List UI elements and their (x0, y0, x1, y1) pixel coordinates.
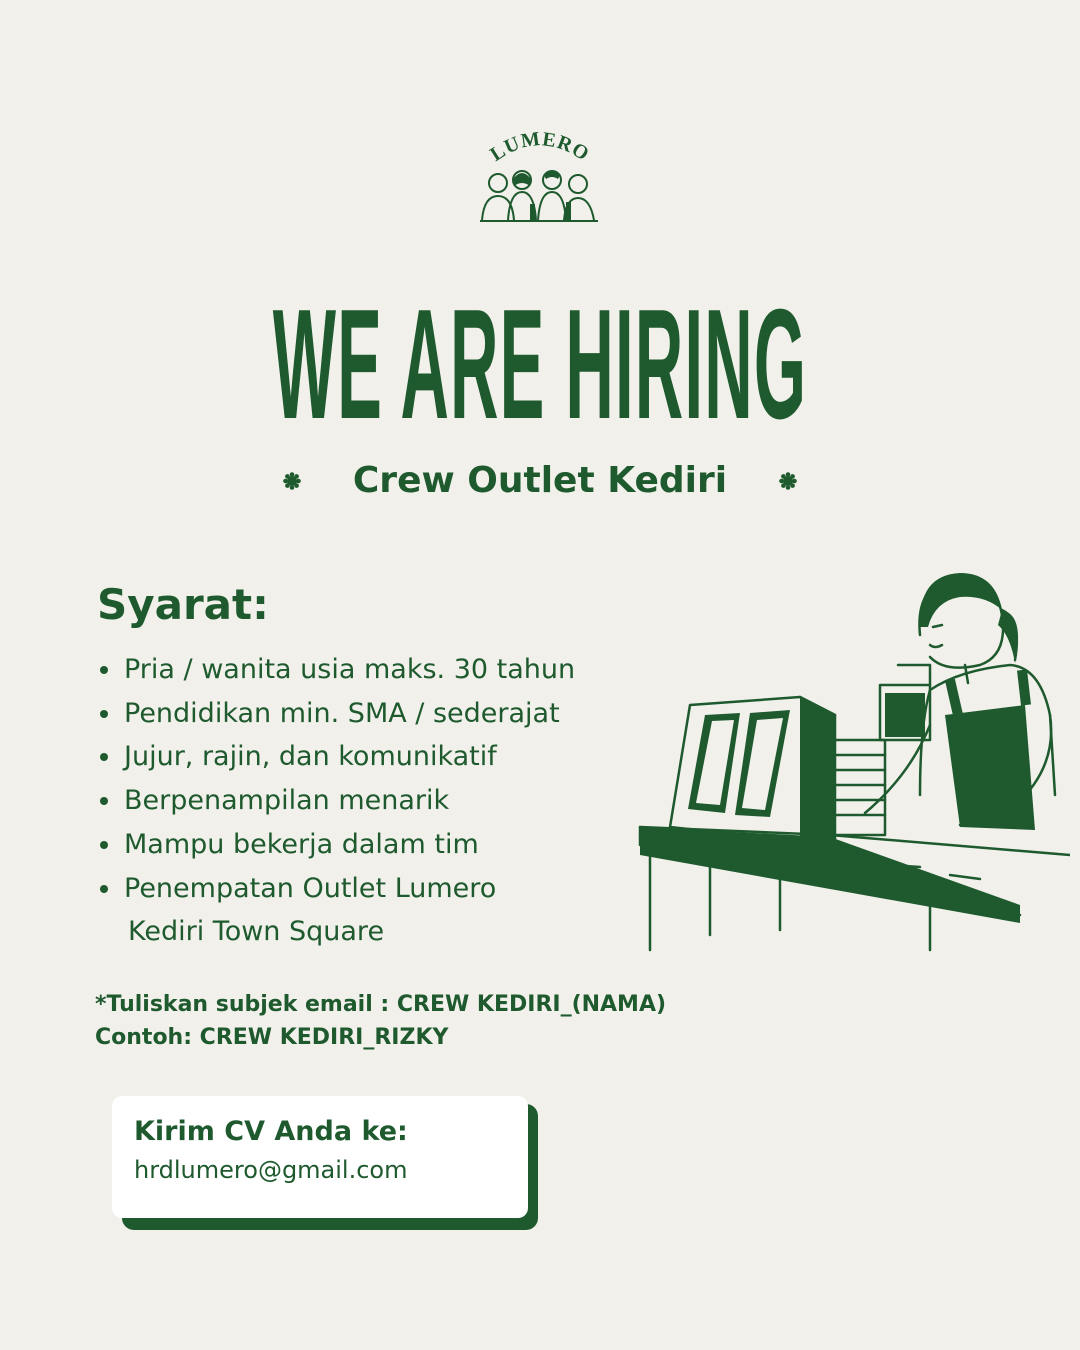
requirement-item-continuation: Kediri Town Square (128, 916, 385, 948)
page-title: WE ARE HIRING (272, 275, 808, 452)
requirement-item: Pendidikan min. SMA / sederajat (100, 692, 575, 736)
position-subtitle: Crew Outlet Kediri (352, 460, 728, 501)
svg-text:LUMERO (486, 128, 593, 166)
note-line-2: Contoh: CREW KEDIRI_RIZKY (95, 1025, 449, 1050)
requirement-item: Berpenampilan menarik (100, 779, 575, 823)
contact-email-link[interactable]: hrdlumero@gmail.com (134, 1156, 408, 1184)
requirements-list (100, 648, 575, 954)
requirement-item: Jujur, rajin, dan komunikatif (100, 735, 575, 779)
requirement-item: Mampu bekerja dalam tim (100, 823, 575, 867)
requirement-item: Pria / wanita usia maks. 30 tahun (100, 648, 575, 692)
contact-card (112, 1096, 528, 1218)
requirements-heading: Syarat: (97, 580, 269, 629)
barista-illustration-icon (630, 565, 1070, 960)
flower-bullet-icon (779, 472, 797, 490)
lumero-logo-icon (470, 128, 610, 228)
note-line-1: *Tuliskan subjek email : CREW KEDIRI_(NAMA) (95, 992, 667, 1017)
subtitle-row (0, 458, 1080, 508)
brand-name: LUMERO (486, 128, 594, 166)
email-subject-note (95, 988, 666, 1054)
contact-title: Kirim CV Anda ke: (134, 1116, 408, 1147)
requirement-item: Penempatan Outlet Lumero (100, 867, 575, 911)
